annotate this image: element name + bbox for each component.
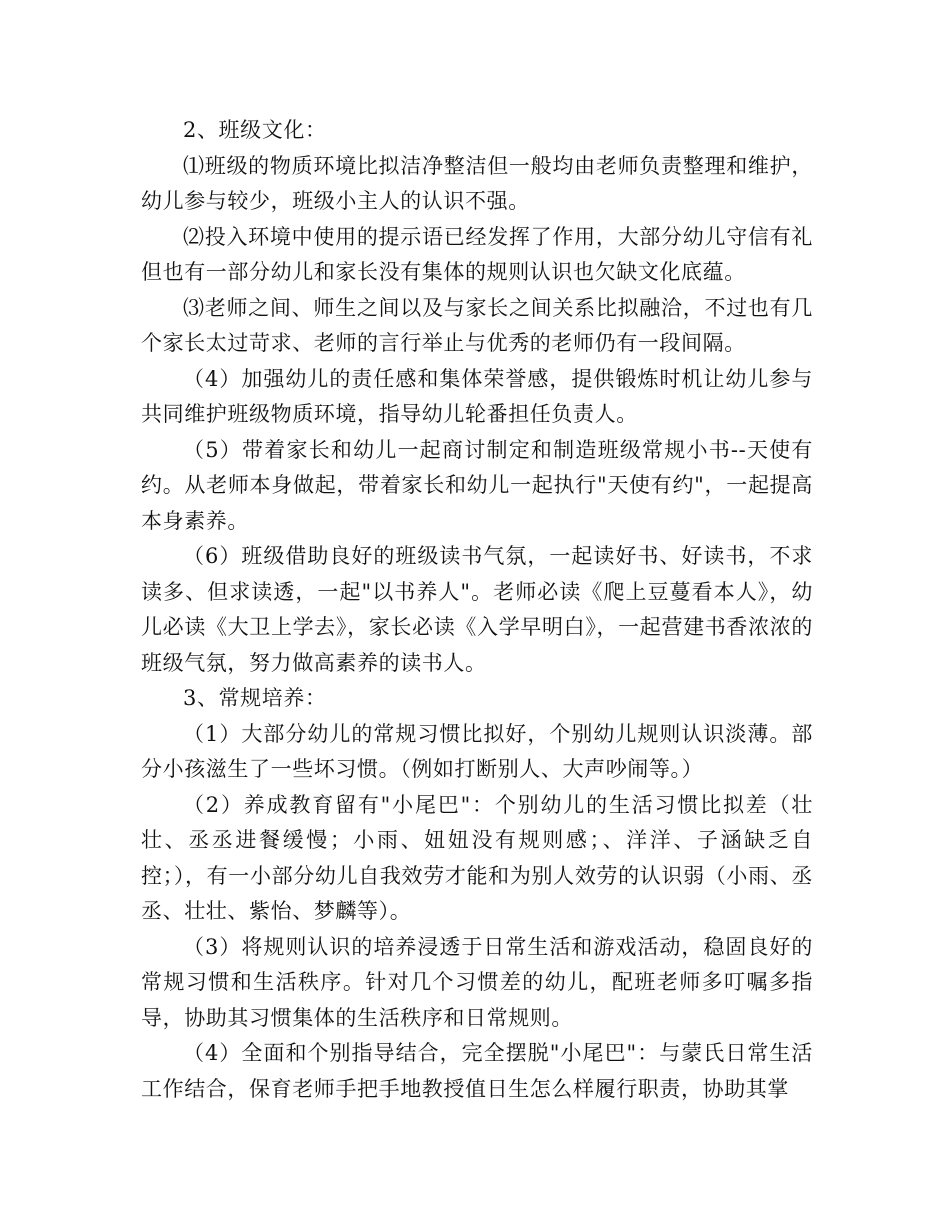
document-body [141, 113, 813, 1107]
paragraph: （2）养成教育留有"小尾巴"：个别幼儿的生活习惯比拟差（壮壮、丞丞进餐缓慢；小雨、妞妞没有规则感；、洋洋、子涵缺乏自控；），有一小部分幼儿自我效劳才能和为别人效劳的认识弱（小雨、丞丞、壮壮、紫怡、梦麟等）。 [141, 792, 813, 923]
paragraph: （5）带着家长和幼儿一起商讨制定和制造班级常规小书--天使有约。从老师本身做起，带着家长和幼儿一起执行"天使有约"，一起提高本身素养。 [141, 437, 813, 533]
paragraph: （4）全面和个别指导结合，完全摆脱"小尾巴"：与蒙氏日常生活工作结合，保育老师手把手地教授值日生怎么样履行职责，协助其掌 [141, 1041, 813, 1101]
paragraph: （4）加强幼儿的责任感和集体荣誉感，提供锻炼时机让幼儿参与共同维护班级物质环境，指导幼儿轮番担任负责人。 [141, 366, 813, 426]
paragraph: ⑵投入环境中使用的提示语已经发挥了作用，大部分幼儿守信有礼但也有一部分幼儿和家长没有集体的规则认识也欠缺文化底蕴。 [141, 224, 813, 284]
paragraph: ⑶老师之间、师生之间以及与家长之间关系比拟融洽，不过也有几个家长太过苛求、老师的言行举止与优秀的老师仍有一段间隔。 [141, 295, 813, 355]
paragraph: （1）大部分幼儿的常规习惯比拟好，个别幼儿规则认识淡薄。部分小孩滋生了一些坏习惯。（例如打断别人、大声吵闹等。） [141, 721, 813, 781]
section-heading-routine-training: 3、常规培养： [183, 686, 327, 710]
paragraph: ⑴班级的物质环境比拟洁净整洁但一般均由老师负责整理和维护，幼儿参与较少，班级小主人的认识不强。 [141, 153, 813, 213]
paragraph: （6）班级借助良好的班级读书气氛，一起读好书、好读书，不求读多、但求读透，一起"以书养人"。老师必读《爬上豆蔓看本人》，幼儿必读《大卫上学去》，家长必读《入学早明白》，一起营建书香浓浓的班级气氛，努力做高素养的读书人。 [141, 544, 813, 675]
paragraph: （3）将规则认识的培养浸透于日常生活和游戏活动，稳固良好的常规习惯和生活秩序。针对几个习惯差的幼儿，配班老师多叮嘱多指导，协助其习惯集体的生活秩序和日常规则。 [141, 934, 813, 1030]
section-heading-class-culture: 2、班级文化： [183, 118, 327, 142]
